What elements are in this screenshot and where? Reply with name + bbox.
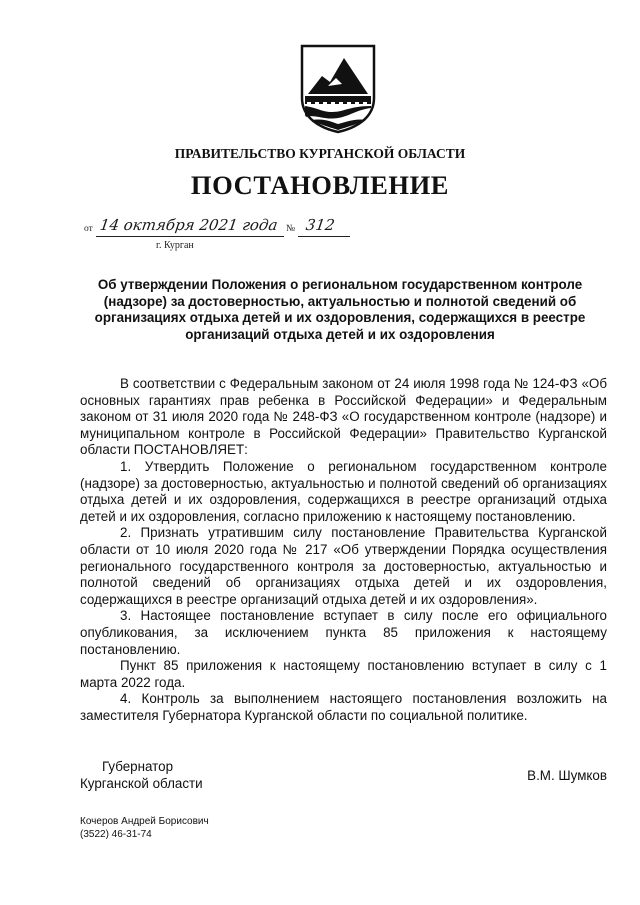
clause-2-paragraph: 2. Признать утратившим силу постановление Правительства Курганской области от 10 июля 2020 года № 217 «Об утверждении Порядка осуществления регионального государственного контроля за достоверностью, актуальностью и полнотой сведений об организациях отдыха детей и их оздоровления, содержащихся в реестре организаций отдыха детей и их оздоровления».	[80, 525, 607, 607]
organization-name: ПРАВИТЕЛЬСТВО КУРГАНСКОЙ ОБЛАСТИ	[174, 146, 466, 161]
executor-name: Кочеров Андрей Борисович	[80, 816, 209, 827]
executor-phone: (3522) 46-31-74	[80, 829, 152, 840]
place-label: г. Курган	[156, 240, 194, 251]
number-handwritten: 312	[304, 216, 336, 234]
number-underline	[298, 236, 350, 237]
signatory-title-line2: Курганской области	[80, 776, 203, 791]
executor-info	[80, 815, 209, 841]
document-subject: Об утверждении Положения о региональном государственном контроле (надзоре) за достоверностью, актуальностью и полнотой сведений об организациях отдыха детей и их оздоровления, содержащихся в реестре организаций отдыха детей и их оздоровления	[94, 277, 586, 342]
document-type-title: ПОСТАНОВЛЕНИЕ	[190, 170, 450, 200]
from-label: от	[84, 224, 93, 234]
signatory-title	[80, 758, 203, 792]
coat-of-arms-emblem	[298, 42, 378, 134]
clause-3-note-paragraph: Пункт 85 приложения к настоящему постановлению вступает в силу с 1 марта 2022 года.	[80, 658, 607, 690]
signatory-name: В.М. Шумков	[527, 768, 607, 783]
clause-1-paragraph: 1. Утвердить Положение о региональном государственном контроле (надзоре) за достоверностью, актуальностью и полнотой сведений об организациях отдыха детей и их оздоровления, содержащихся в реестре организаций отдыха детей и их оздоровления, согласно приложению к настоящему постановлению.	[80, 458, 607, 524]
date-underline	[96, 236, 284, 237]
signatory-title-line1: Губернатор	[102, 759, 174, 774]
preamble-paragraph: В соответствии с Федеральным законом от 24 июля 1998 года № 124-ФЗ «Об основных гарантиях прав ребенка в Российской Федерации» и Федеральным законом от 31 июля 2020 года № 248-ФЗ «О государственном контроле (надзоре) и муниципальном контроле в Российской Федерации» Правительство Курганской области ПОСТАНОВЛЯЕТ:	[80, 376, 607, 458]
clause-4-paragraph: 4. Контроль за выполнением настоящего постановления возложить на заместителя Губернатора Курганской области по социальной политике.	[80, 691, 607, 723]
document-meta	[84, 216, 364, 256]
document-body	[80, 376, 607, 724]
clause-3-paragraph: 3. Настоящее постановление вступает в силу после его официального опубликования, за исключением пункта 85 приложения к настоящему постановлению.	[80, 608, 607, 657]
date-handwritten: 14 октября 2021 года	[98, 216, 279, 234]
number-label: №	[286, 224, 296, 234]
